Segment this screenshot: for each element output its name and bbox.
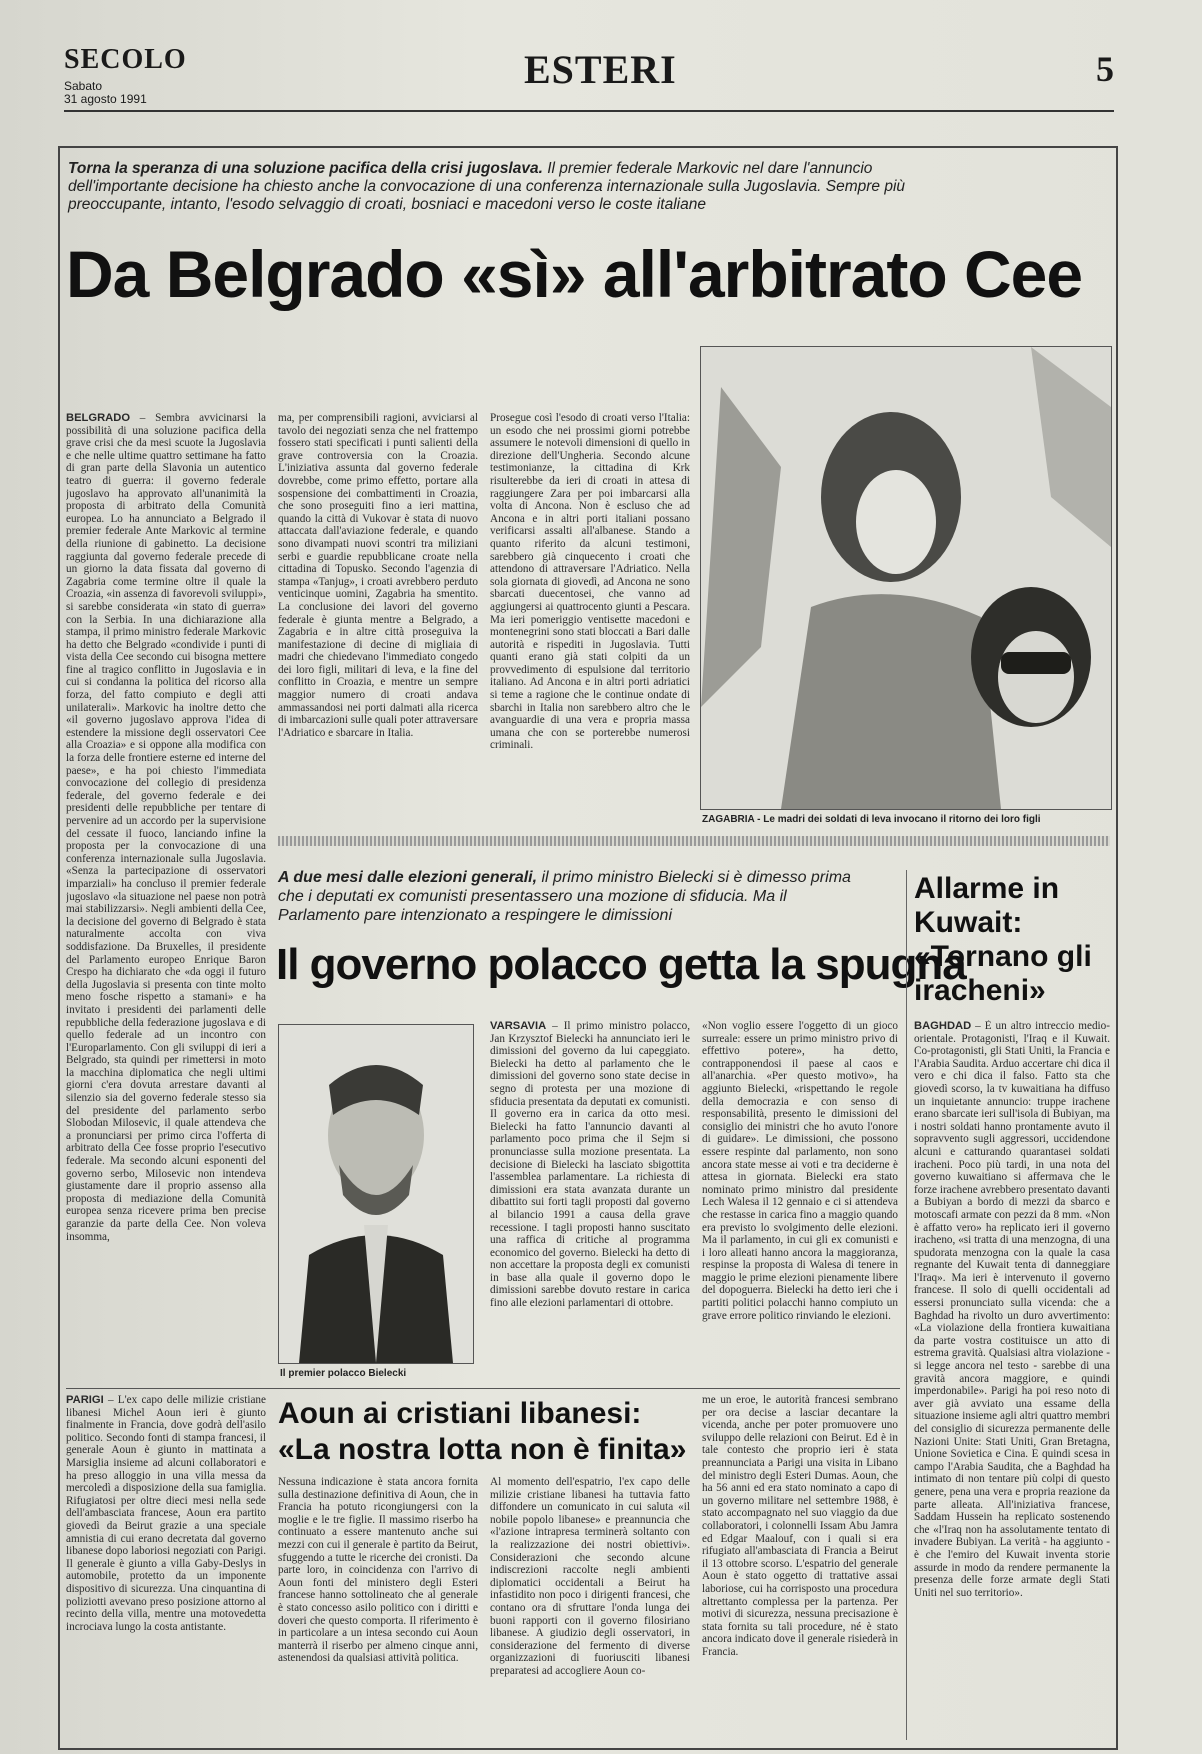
column-rule — [906, 870, 907, 1740]
newspaper-logo: SECOLO — [64, 44, 187, 75]
story2-column-1-text: Il primo ministro polacco, Jan Krzysztof Bielecki ha annunciato ieri le dimissioni del governo da lui capeggiato. Bielecki ha detto al parlamento che le dimissioni del governo sono state decise in segno di protesta per una mozione di sfiducia presentata da deputati ex comunisti. Il governo era in carica da otto mesi. Bielecki ha fatto l'annuncio davanti al parlamento poco prima che il Sejm si pronunciasse sulla mozione presentata. La decisione di Bielecki ha lasciato sbigottita l'assemblea parlamentare. La richiesta di dimissioni era stata avanzata durante un dibattito sui forti tagli proposti dal governo al bilancio 1991 a causa della grave recessione. I tagli proposti hanno suscitato una raffica di critiche al programma economico del governo. Bielecki ha detto di non accettare la proposta degli ex comunisti in base alla quale il governo dopo le dimissioni sarebbe dovuto restare in carica fino alle elezioni parlamentari di ottobre. — [490, 1020, 690, 1310]
issue-date-text: 31 agosto 1991 — [64, 92, 147, 106]
story2-kicker-rest: il primo ministro Bielecki si è dimesso prima che i deputati ex comunisti presentassero una mozione di sfiducia. Ma il Parlamento pare intenzionato a respingere le dimissioni — [278, 869, 851, 924]
story4-column-3: Al momento dell'espatrio, l'ex capo delle milizie cristiane libanesi ha tuttavia fatto diffondere un comunicato in cui saluta «il nobile popolo libanese» e preannuncia che «l'azione intrapresa terminerà soltanto con la realizzazione dei nostri obiettivi». Considerazioni che secondo alcune indiscrezioni raccolte negli ambienti diplomatici occidentali a Beirut ha infastidito non poco i dirigenti francesi, che contano ora di sfruttare l'onda lunga dei buoni rapporti con il governo filosiriano libanese. A giudizio degli osservatori, in considerazione del fermento di diverse organizzazioni di fuoriusciti libanesi preparatesi ad accogliere Aoun co- — [490, 1476, 690, 1677]
story4-headline: Aoun ai cristiani libanesi: «La nostra lotta non è finita» — [278, 1397, 687, 1466]
story2-headline: Il governo polacco getta la spugna — [276, 940, 966, 989]
photo-illustration — [701, 347, 1111, 809]
page-number: 5 — [1096, 49, 1114, 89]
story1-dateline: BELGRADO — [66, 412, 131, 424]
story1-column-1-text: Sembra avvicinarsi la possibilità di una soluzione pacifica della grave crisi che da mesi scuote la Jugoslavia e che nelle ultime quattro settimane ha fatto di gran parte della Slavonia un autentico teatro di guerra: il governo federale jugoslavo ha approvato all'unanimità la proposta di arbitrato della Comunità europea. Lo ha annunciato a Belgrado il premier federale Ante Markovic al termine della riunione di gabinetto. La decisione raggiunta dal governo federale precede di un giorno la data fissata dal governo di Zagabria come termine oltre il quale la Croazia, «in assenza di favorevoli sviluppi», si sarebbe considerata «in stato di guerra» con la Serbia. In una dichiarazione alla stampa, il primo ministro federale Markovic ha detto che Belgrado «condivide i punti di vista della Cee secondo cui bisogna mettere fine al tragico conflitto in Jugoslavia e in cui si condanna la politica del ricorso alla forza, del fatto compiuto e degli atti unilaterali». Markovic ha inoltre detto che «il governo jugoslavo approva l'idea di estendere la missione degli osservatori Cee alla Croazia» e si oppone alla modifica con la forza delle frontiere esterne ed interne del paese», e ha poi chiesto l'immediata convocazione del collegio di presidenza federale, del governo federale e dei presidenti delle repubbliche per tentare di pervenire ad un accordo per la supervisione del cessate il fuoco, lanciando infine la proposta per la convocazione di una conferenza internazionale sulla Jugoslavia. «Senza la partecipazione di osservatori imparziali» ha concluso il premier federale jugoslavo «la situazione nel paese non potrà mai stabilizzarsi». Negli ambienti della Cee, la decisione del governo di Belgrado è stata naturalmente accolta con viva soddisfazione. Da Bruxelles, il presidente del Parlamento europeo Enrique Baron Crespo ha dichiarato che «da oggi il futuro della Jugoslavia si presenta con tinte molto meno fosche rispetto a stamani» e ha invitato i presidenti dei parlamenti delle repubbliche della federazione jugoslava e di quello federale ad un incontro con l'Europarlamento. Con gli sviluppi di ieri a Belgrado, sta quindi per rimettersi in moto la macchina diplomatica che negli ultimi giorni c'era dovuta arrestare davanti al silenzio sia del governo federale stesso sia del presidente del parlamento serbo Slobodan Milosevic, il quale attendeva che a pronunciarsi per primo circa l'offerta di arbitrato della Cee fosse proprio l'esecutivo federale. Ma secondo alcuni esponenti del governo serbo, Milosevic non intendeva giustamente dare il proprio assenso alla proposta di mediazione della Comunità europea senza ricevere prima ben precise garanzie da parte della Cee. Non voleva insomma, — [66, 412, 266, 1243]
section-title: ESTERI — [524, 47, 677, 92]
story1-column-1: BELGRADO – Sembra avvicinarsi la possibilità di una soluzione pacifica della grave crisi che da mesi scuote la Jugoslavia e che nelle ultime quattro settimane ha fatto di gran parte della Slavonia un autentico teatro di guerra: il governo federale jugoslavo ha approvato all'unanimità la proposta di arbitrato della Comunità europea. Lo ha annunciato a Belgrado il premier federale Ante Markovic al termine della riunione di gabinetto. La decisione raggiunta dal governo federale precede di un giorno la data fissata dal governo di Zagabria come termine oltre il quale la Croazia, «in assenza di favorevoli sviluppi», si sarebbe considerata «in stato di guerra» con la Serbia. In una dichiarazione alla stampa, il primo ministro federale Markovic ha detto che Belgrado «condivide i punti di vista della Cee secondo cui bisogna mettere fine al tragico conflitto in Jugoslavia e in cui si condanna la politica del ricorso alla forza, del fatto compiuto e degli atti unilaterali». Markovic ha inoltre detto che «il governo jugoslavo approva l'idea di estendere la missione degli osservatori Cee alla Croazia» e si oppone alla modifica con la forza delle frontiere esterne ed interne del paese», e ha poi chiesto l'immediata convocazione del collegio di presidenza federale, del governo federale e dei presidenti delle repubbliche per tentare di pervenire ad un accordo per la supervisione del cessate il fuoco, lanciando infine la proposta per la convocazione di una conferenza internazionale sulla Jugoslavia. «Senza la partecipazione di osservatori imparziali» ha concluso il premier federale jugoslavo «la situazione nel paese non potrà mai stabilizzarsi». Negli ambienti della Cee, la decisione del governo di Belgrado è stata naturalmente accolta con viva soddisfazione. Da Bruxelles, il presidente del Parlamento europeo Enrique Baron Crespo ha dichiarato che «da oggi il futuro della Jugoslavia si presenta con tinte molto meno fosche rispetto a stamani» e ha invitato i presidenti dei parlamenti delle repubbliche della federazione jugoslava e di quello federale ad un incontro con l'Europarlamento. Con gli sviluppi di ieri a Belgrado, sta quindi per rimettersi in moto la macchina diplomatica che negli ultimi giorni c'era dovuta arrestare davanti al silenzio sia del governo federale stesso sia del presidente del parlamento serbo Slobodan Milosevic, il quale attendeva che a pronunciarsi per primo circa l'offerta di arbitrato della Cee fosse proprio l'esecutivo federale. Ma secondo alcuni esponenti del governo serbo, Milosevic non intendeva giustamente dare il proprio assenso alla proposta di mediazione della Comunità europea senza ricevere prima ben precise garanzie da parte della Cee. Non voleva insomma, — [66, 412, 266, 1243]
story2-kicker — [278, 868, 858, 925]
story2-kicker-bold: A due mesi dalle elezioni generali, — [278, 869, 538, 886]
portrait-illustration — [279, 1025, 473, 1363]
story2-dateline: VARSAVIA — [490, 1020, 547, 1032]
story1-kicker-bold: Torna la speranza di una soluzione pacifica della crisi jugoslava. — [68, 160, 543, 177]
bielecki-photo — [278, 1024, 474, 1364]
story2-column-1: VARSAVIA – Il primo ministro polacco, Jan Krzysztof Bielecki ha annunciato ieri le dimissioni del governo da lui capeggiato. Bielecki ha detto al parlamento che le dimissioni del governo sono state decise in segno di protesta per una mozione di sfiducia presentata da deputati ex comunisti. Il governo era in carica da otto mesi. Bielecki ha fatto l'annuncio davanti al parlamento poco prima che il Sejm si pronunciasse sulla mozione presentata. La decisione di Bielecki ha lasciato sbigottita l'assemblea parlamentare. La richiesta di dimissioni era stata avanzata durante un dibattito sui forti tagli proposti dal governo al bilancio 1991 a causa della grave recessione. I tagli proposti hanno suscitato una raffica di critiche al programma economico del governo. Bielecki ha detto di non accettare la proposta degli ex comunisti in base alla quale il governo dopo le dimissioni sarebbe dovuto restare in carica fino alle elezioni parlamentari di ottobre. — [490, 1020, 690, 1310]
masthead — [64, 40, 1114, 112]
issue-date — [64, 80, 147, 106]
story4-column-1: PARIGI – L'ex capo delle milizie cristiane libanesi Michel Aoun ieri è giunto finalmente in Francia, dove godrà dell'asilo politico. Secondo fonti di stampa francesi, il generale Aoun è giunto in mattinata a Marsiglia insieme ad alcuni collaboratori e ha preso alloggio in una villa messa da mercoledì a disposizione della sua famiglia. Rifugiatosi per oltre dieci mesi nella sede dell'ambasciata francese, Aoun era partito giovedì da Beirut grazie a una speciale amnistia di cui erano decretata dal governo libanese dopo laboriosi negoziati con Parigi. Il generale è giunto a villa Gaby-Deslys in automobile, protetto da un imponente dispositivo di sicurezza. Una cinquantina di poliziotti avevano preso posizione attorno al recinto della villa, mentre una motovedetta incrociava lungo la costa antistante. — [66, 1394, 266, 1633]
story3-dateline: BAGHDAD — [914, 1020, 972, 1032]
story4-top-rule — [66, 1388, 900, 1389]
story4-dateline: PARIGI — [66, 1394, 104, 1406]
story3-column-text: È un altro intreccio medio-orientale. Protagonisti, l'Iraq e il Kuwait. Co-protagonisti, gli Stati Uniti, la Francia e l'Arabia Saudita. Arduo accertare chi dica il vero e chi dica il falso. Fatto sta che giovedì scorso, la tv kuwaitiana ha diffuso un inquietante annuncio: truppe irachene erano sbarcate ieri sull'isola di Bubiyan, ma i nostri soldati hanno prontamente avuto il sopravvento sugli aggressori, uccidendone alcuni e catturando quarantasei soldati iracheni. Poco più tardi, in una nota del governo kuwaitiano si affermava che le forze irachene avrebbero presentato davanti a Bubiyan a bordo di mezzi da sbarco e motoscafi armate con pezzi da 8 mm. «Non è affatto vero» ha replicato ieri il governo iracheno, «si tratta di una menzogna, di una spudorata menzogna con la quale la casa regnante del Kuwait tenta di danneggiare l'Iraq». Ma ieri è intervenuto il governo francese. Il solo di quelli occidentali ad essersi pronunciato sulla vicenda: che a Baghdad ha rivolto un duro avvertimento: «La violazione della frontiera kuwaitiana da parte vostra costituisce un atto di estrema gravità. Qualsiasi altra violazione - si legge ancora nel testo - sarebbe di una gravità ancora maggiore, e quindi imperdonabile». Parigi ha poi reso noto di aver già avviato una essame della situazione insieme agli altri quattro membri del consiglio di sicurezza permanente delle Nazioni Unite: Stati Uniti, Gran Bretagna, Unione Sovietica e Cina. E quindi scesa in campo l'Arabia Saudita, che a Baghdad ha intimato di non tentare più colpi di questo genere, pena una vera e propria reazione da parte alleata. All'iniziativa francese, Saddam Hussein ha replicato sostenendo che «l'Iraq non ha assolutamente tentato di invadere Bubiyan. La verità - ha aggiunto - è che l'emiro del Kuwait inventa storie assurde in modo da rendere permanente la presenza delle forze armate degli Stati Uniti nel suo territorio». — [914, 1020, 1110, 1599]
bielecki-photo-caption: Il premier polacco Bielecki — [280, 1368, 407, 1379]
section-divider — [278, 836, 1110, 846]
story1-column-2: ma, per comprensibili ragioni, avviciarsi al tavolo dei negoziati senza che nel frattempo fossero stati specificati i punti salienti della grave controversia con la Croazia. L'iniziativa assunta dal governo federale dovrebbe, come primo effetto, portare alla sospensione dei combattimenti in Croazia, che sono proseguiti fino a ieri mattina, quando la città di Vukovar è stata di nuovo attaccata dall'aviazione federale, e quando sono divampati nuovi scontri tra miliziani serbi e guardie repubblicane croate nella cittadina di Topusko. Secondo l'agenzia di stampa «Tanjug», i croati avrebbero perduto venticinque uomini, Zagabria ha smentito. La conclusione dei lavori del governo federale è giunta mentre a Belgrado, a Zagabria e in altre città proseguiva la manifestazione di decine di migliaia di madri che chiedevano l'immediato congedo dei loro figli, militari di leva, e la fine del conflitto in Croazia, e mentre un sempre maggior numero di croati andava ammassandosi nei porti dalmati alla ricerca di imbarcazioni sulle quali poter attraversare l'Adriatico e sbarcare in Italia. — [278, 412, 478, 739]
zagabria-photo-caption: ZAGABRIA - Le madri dei soldati di leva invocano il ritorno dei loro figli — [702, 814, 1041, 825]
story3-column: BAGHDAD – È un altro intreccio medio-orientale. Protagonisti, l'Iraq e il Kuwait. Co-protagonisti, gli Stati Uniti, la Francia e l'Arabia Saudita. Arduo accertare chi dica il vero e chi dica il falso. Fatto sta che giovedì scorso, la tv kuwaitiana ha diffuso un inquietante annuncio: truppe irachene erano sbarcate ieri sull'isola di Bubiyan, ma i nostri soldati hanno prontamente avuto il sopravvento sugli aggressori, uccidendone alcuni e catturando quarantasei soldati iracheni. Poco più tardi, in una nota del governo kuwaitiano si affermava che le forze irachene avrebbero presentato davanti a Bubiyan a bordo di mezzi da sbarco e motoscafi armate con pezzi da 8 mm. «Non è affatto vero» ha replicato ieri il governo iracheno, «si tratta di una menzogna, di una spudorata menzogna con la quale la casa regnante del Kuwait tenta di danneggiare l'Iraq». Ma ieri è intervenuto il governo francese. Il solo di quelli occidentali ad essersi pronunciato sulla vicenda: che a Baghdad ha rivolto un duro avvertimento: «La violazione della frontiera kuwaitiana da parte vostra costituisce un atto di estrema gravità. Qualsiasi altra violazione - si legge ancora nel testo - sarebbe di una gravità ancora maggiore, e quindi imperdonabile». Parigi ha poi reso noto di aver già avviato una essame della situazione insieme agli altri quattro membri del consiglio di sicurezza permanente delle Nazioni Unite: Stati Uniti, Gran Bretagna, Unione Sovietica e Cina. E quindi scesa in campo l'Arabia Saudita, che a Baghdad ha intimato di non tentare più colpi di questo genere, pena una vera e propria reazione da parte alleata. All'iniziativa francese, Saddam Hussein ha replicato sostenendo che «l'Iraq non ha assolutamente tentato di invadere Bubiyan. La verità - ha aggiunto - è che l'emiro del Kuwait inventa storie assurde in modo da rendere permanente la presenza delle forze armate degli Stati Uniti nel suo territorio». — [914, 1020, 1110, 1599]
story2-column-2: «Non voglio essere l'oggetto di un gioco surreale: essere un primo ministro privo di effettivo potere», ha detto, contrapponendosi il paese al caos e all'anarchia. «Per questo motivo», ha aggiunto Bielecki, «rispettando le regole della democrazia e con senso di responsabilità, presento le dimissioni del consiglio dei ministri che ho avuto l'onore di guidare». Le dimissioni, che possono essere respinte dal parlamento, non sono ancora state messe ai voti e tra deciderne è attesa in giornata. Bielecki era stato nominato primo ministro dal presidente Lech Walesa il 12 gennaio e ci si attendeva che restasse in carica fino a maggio quando era previsto lo svolgimento delle elezioni. Ma il parlamento, in cui gli ex comunisti e i loro alleati hanno ancora la maggioranza, respinse la proposta di Walesa di tenere in maggio le prime elezioni pienamente libere del dopoguerra. Bielecki ha detto ieri che i partiti politici polacchi hanno compiuto un grave errore politico rinviando le elezioni. — [702, 1020, 898, 1322]
story1-headline: Da Belgrado «sì» all'arbitrato Cee — [66, 237, 1083, 311]
issue-day: Sabato — [64, 79, 103, 93]
story4-column-2: Nessuna indicazione è stata ancora fornita sulla destinazione definitiva di Aoun, che in Francia ha potuto ricongiungersi con la moglie e le tre figlie. Il massimo riserbo ha continuato a essere mantenuto anche sui mezzi con cui il generale è partito da Beirut, sfuggendo a tutte le ricerche dei cronisti. Da parte loro, in coincidenza con l'arrivo di Aoun fonti del ministero degli Esteri francese hanno sottolineato che al generale è stato concesso asilo politico con i diritti e doveri che questo comporta. Il riferimento è in particolare a un intesa secondo cui Aoun manterrà il riserbo per almeno cinque anni, astenendosi da qualsiasi attività politica. — [278, 1476, 478, 1665]
story1-kicker — [68, 160, 968, 214]
story1-column-3: Prosegue così l'esodo di croati verso l'Italia: un esodo che nei prossimi giorni potrebbe assumere le notevoli dimensioni di quello in direzione dell'Ungheria. Secondo alcune testimonianze, la cittadina di Krk risulterebbe da ieri di croati in attesa di raggiungere Zara per poi imbarcarsi alla volta di Ancona. Non è escluso che ad Ancona e in altri porti italiani possano verificarsi assalti all'albanese. Stando a quanto riferito da alcuni testimoni, sarebbero già cinquecento i croati che attendono di attraversare l'Adriatico. Nella sola giornata di giovedì, ad Ancona ne sono sbarcati duecentosei, che vanno ad aggiungersi ai quattrocento giunti a Pescara. Ma ieri pomeriggio ventisette macedoni e montenegrini sono stati bloccati a Bari dalle autorità e rispediti in Jugoslavia. Tutti quanti erano già stati colpiti da un provvedimento di espulsione dal territorio italiano. Ad Ancona e in altri porti adriatici si teme a ragione che le continue ondate di sbarchi in Italia non sarebbero altro che le avanguardie di una vera e propria massa umana che con se porterebbe numerosi criminali. — [490, 412, 690, 752]
story4-column-4: me un eroe, le autorità francesi sembrano per ora decise a lasciar decantare la vicenda, anche per poter promuovere uno sviluppo delle relazioni con Beirut. Ed è in tale contesto che proprio ieri è stata preannunciata a Parigi una visita in Libano del ministro degli Esteri Dumas. Aoun, che ha 56 anni ed era stato nominato a capo di un governo militare nel settembre 1988, è stato accompagnato nel suo viaggio da due collaboratori, i colonnelli Issam Abu Jamra ed Edgar Maalouf, con i quali si era rifugiato all'ambasciata di Francia a Beirut il 13 ottobre scorso. L'espatrio del generale Aoun è stato oggetto di trattative assai laboriose, cui ha corrisposto una procedura altrettanto complessa per la partenza. Per motivi di sicurezza, nessuna precisazione è stata fornita su tali procedure, né è stato ancora indicato dove il generale risiederà in Francia. — [702, 1394, 898, 1658]
zagabria-mothers-photo — [700, 346, 1112, 810]
story3-headline: Allarme in Kuwait: «Tornano gli iracheni» — [914, 872, 1092, 1007]
story1-kicker-rest: Il premier federale Markovic nel dare l'annuncio dell'importante decisione ha chiesto anche la convocazione di una conferenza internazionale sulla Jugoslavia. Sempre più preoccupante, intanto, l'esodo selvaggio di croati, bosniaci e macedoni verso le coste italiane — [68, 160, 906, 213]
story4-column-1-text: L'ex capo delle milizie cristiane libanesi Michel Aoun ieri è giunto finalmente in Francia, dove godrà dell'asilo politico. Secondo fonti di stampa francesi, il generale Aoun è giunto in mattinata a Marsiglia insieme ad alcuni collaboratori e ha preso alloggio in una villa messa da mercoledì a disposizione della sua famiglia. Rifugiatosi per oltre dieci mesi nella sede dell'ambasciata francese, Aoun era partito giovedì da Beirut grazie a una speciale amnistia di cui erano decretata dal governo libanese dopo laboriosi negoziati con Parigi. Il generale è giunto a villa Gaby-Deslys in automobile, protetto da un imponente dispositivo di sicurezza. Una cinquantina di poliziotti avevano preso posizione attorno al recinto della villa, mentre una motovedetta incrociava lungo la costa antistante. — [66, 1394, 266, 1633]
